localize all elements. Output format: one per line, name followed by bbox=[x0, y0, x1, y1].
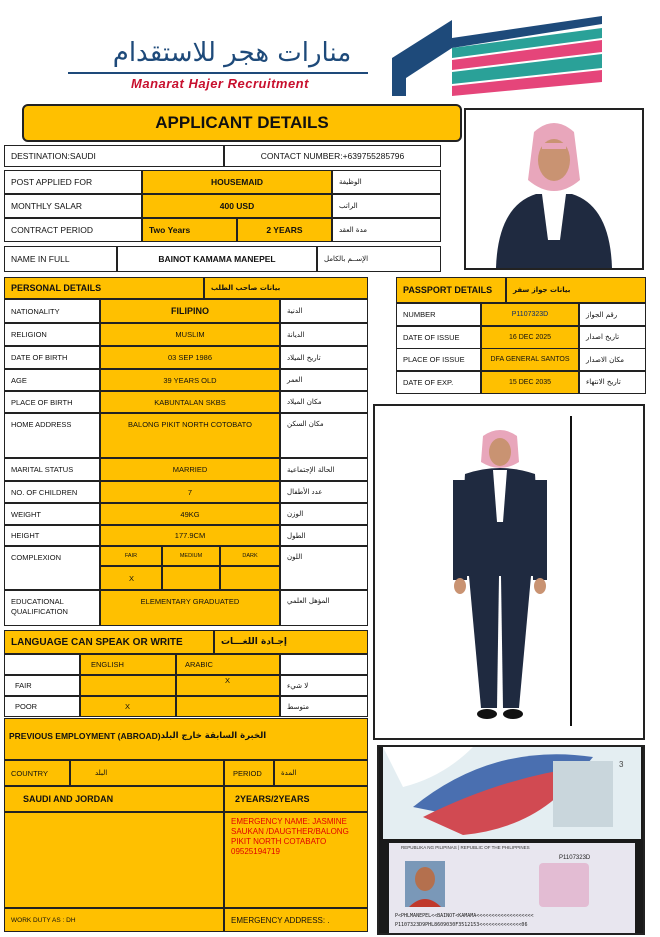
emergency-address: EMERGENCY ADDRESS: . bbox=[224, 908, 368, 932]
passport-row-ar: مكان الاصدار bbox=[579, 348, 646, 371]
emergency-contact: EMERGENCY NAME: JASMINE SAUKAN /DAUGTHER/BALONG PIKIT NORTH COTABATO 09525194719 bbox=[224, 812, 368, 908]
svg-text:3: 3 bbox=[619, 760, 624, 769]
logo-english-name: Manarat Hajer Recruitment bbox=[131, 76, 309, 91]
personal-row-label: DATE OF BIRTH bbox=[4, 346, 100, 369]
logo bbox=[60, 8, 650, 98]
employment-title-ar: الخبرة السابقة خارج البلد bbox=[160, 731, 267, 741]
country-ar: البلد bbox=[70, 760, 224, 786]
lang-empty-header bbox=[4, 654, 80, 675]
period-ar: المدة bbox=[274, 760, 368, 786]
contract-value-1: Two Years bbox=[142, 218, 237, 242]
personal-title-ar: بيانات صاحب الطلب bbox=[204, 277, 368, 299]
passport-row-label: PLACE OF ISSUE bbox=[396, 348, 481, 371]
destination: DESTINATION:SAUDI bbox=[4, 145, 224, 167]
personal-row-label: PLACE OF BIRTH bbox=[4, 391, 100, 413]
personal-row-label: WEIGHT bbox=[4, 503, 100, 525]
personal-row-value: FILIPINO bbox=[100, 299, 280, 323]
passport-scan bbox=[377, 745, 645, 935]
post-value: HOUSEMAID bbox=[142, 170, 332, 194]
passport-page-art-icon bbox=[383, 747, 641, 839]
passport-row-ar: تاريخ الانتهاء bbox=[579, 371, 646, 394]
education-ar: المؤهل العلمي bbox=[280, 590, 368, 626]
language-title-ar: إجـادة اللغـــات bbox=[214, 630, 368, 654]
employment-blank bbox=[4, 812, 224, 908]
personal-row-label: NO. OF CHILDREN bbox=[4, 481, 100, 503]
portrait-figure-icon bbox=[466, 110, 642, 268]
lang-fair-arabic: X bbox=[176, 675, 280, 696]
contract-value-2: 2 YEARS bbox=[237, 218, 332, 242]
full-body-figure-icon bbox=[445, 426, 555, 726]
lang-fair-label: FAIR bbox=[4, 675, 80, 696]
personal-row-ar: مكان الميلاد bbox=[280, 391, 368, 413]
complexion-dark: DARK bbox=[220, 546, 280, 566]
education-label: EDUCATIONAL QUALIFICATION bbox=[4, 590, 100, 626]
complexion-medium-empty bbox=[162, 566, 220, 590]
passport-title-ar: بيانات جواز سفر bbox=[506, 277, 646, 303]
passport-row-label: NUMBER bbox=[396, 303, 481, 326]
personal-row-value: 7 bbox=[100, 481, 280, 503]
page-title-box bbox=[22, 104, 462, 142]
personal-row-ar: الحالة الإجتماعية bbox=[280, 458, 368, 481]
salary-ar: الراتب bbox=[332, 194, 441, 218]
personal-row-value: KABUNTALAN SKBS bbox=[100, 391, 280, 413]
personal-row-label: HEIGHT bbox=[4, 525, 100, 546]
personal-row-ar: عدد الأطفال bbox=[280, 481, 368, 503]
personal-row-ar: الطول bbox=[280, 525, 368, 546]
complexion-medium: MEDIUM bbox=[162, 546, 220, 566]
passport-scan-header: REPUBLIKA NG PILIPINAS | REPUBLIC OF THE PHILIPPINES bbox=[401, 845, 530, 850]
personal-row-ar: الديانة bbox=[280, 323, 368, 346]
passport-data-page bbox=[389, 843, 635, 933]
country-label: COUNTRY bbox=[4, 760, 70, 786]
salary-value: 400 USD bbox=[142, 194, 332, 218]
name-value: BAINOT KAMAMA MANEPEL bbox=[117, 246, 317, 272]
post-label: POST APPLIED FOR bbox=[4, 170, 142, 194]
complexion-mark: X bbox=[100, 566, 162, 590]
passport-scan-number: P1107323D bbox=[559, 855, 591, 861]
salary-label: MONTHLY SALAR bbox=[4, 194, 142, 218]
passport-photo-icon bbox=[405, 861, 445, 907]
passport-row-ar: رقم الجواز bbox=[579, 303, 646, 326]
personal-row-ar: الوزن bbox=[280, 503, 368, 525]
name-ar: الإســم بالكامل bbox=[317, 246, 441, 272]
complexion-label: COMPLEXION bbox=[4, 546, 100, 590]
personal-row-value: BALONG PIKIT NORTH COTOBATO bbox=[100, 413, 280, 458]
personal-row-label: MARITAL STATUS bbox=[4, 458, 100, 481]
complexion-fair: FAIR bbox=[100, 546, 162, 566]
education-value: ELEMENTARY GRADUATED bbox=[100, 590, 280, 626]
page-title: APPLICANT DETAILS bbox=[155, 113, 329, 132]
logo-house-icon bbox=[392, 8, 602, 96]
lang-poor-arabic bbox=[176, 696, 280, 717]
language-title: LANGUAGE CAN SPEAK OR WRITE bbox=[4, 630, 214, 654]
personal-row-value: 03 SEP 1986 bbox=[100, 346, 280, 369]
country-value: SAUDI AND JORDAN bbox=[4, 786, 224, 812]
applicant-photo bbox=[464, 108, 644, 270]
passport-title: PASSPORT DETAILS bbox=[396, 277, 506, 303]
lang-empty-header-right bbox=[280, 654, 368, 675]
employment-title-box bbox=[4, 718, 368, 760]
passport-row-value: P1107323D bbox=[481, 303, 579, 326]
logo-underline bbox=[68, 72, 368, 74]
passport-hologram bbox=[539, 863, 589, 907]
passport-row-value: 16 DEC 2025 bbox=[481, 326, 579, 349]
personal-row-value: 39 YEARS OLD bbox=[100, 369, 280, 391]
contract-label: CONTRACT PERIOD bbox=[4, 218, 142, 242]
post-ar: الوظيفة bbox=[332, 170, 441, 194]
work-duty: WORK DUTY AS : DH bbox=[4, 908, 224, 932]
name-label: NAME IN FULL bbox=[4, 246, 117, 272]
lang-arabic-header: ARABIC bbox=[176, 654, 280, 675]
passport-row-label: DATE OF EXP. bbox=[396, 371, 481, 394]
lang-poor-ar: متوسط bbox=[280, 696, 368, 717]
lang-fair-ar: لا شيء bbox=[280, 675, 368, 696]
logo-arabic-name: منارات هجر للاستقدام bbox=[112, 38, 352, 68]
passport-mrz-line-2: P1107323D9PHL8609030F3512153<<<<<<<<<<<<<<06 bbox=[395, 922, 528, 928]
passport-row-value: 15 DEC 2035 bbox=[481, 371, 579, 394]
lang-poor-english: X bbox=[80, 696, 176, 717]
personal-row-label: NATIONALITY bbox=[4, 299, 100, 323]
period-value: 2YEARS/2YEARS bbox=[224, 786, 368, 812]
personal-row-label: HOME ADDRESS bbox=[4, 413, 100, 458]
passport-row-label: DATE OF ISSUE bbox=[396, 326, 481, 349]
passport-row-ar: تاريخ اصدار bbox=[579, 326, 646, 349]
personal-row-value: MUSLIM bbox=[100, 323, 280, 346]
personal-row-value: 49KG bbox=[100, 503, 280, 525]
personal-row-value: MARRIED bbox=[100, 458, 280, 481]
photo-divider-line bbox=[570, 416, 572, 726]
employment-title: PREVIOUS EMPLOYMENT (ABROAD) bbox=[9, 731, 161, 741]
period-label: PERIOD bbox=[224, 760, 274, 786]
complexion-ar: اللون bbox=[280, 546, 368, 590]
lang-fair-english bbox=[80, 675, 176, 696]
personal-row-ar: الدنية bbox=[280, 299, 368, 323]
personal-row-label: AGE bbox=[4, 369, 100, 391]
contract-ar: مدة العقد bbox=[332, 218, 441, 242]
passport-row-value: DFA GENERAL SANTOS bbox=[481, 348, 579, 371]
personal-row-ar: تاريخ الميلاد bbox=[280, 346, 368, 369]
passport-mrz-line-1: P<PHLMANEPEL<<BAINOT<KAMAMA<<<<<<<<<<<<<<<<<<< bbox=[395, 913, 534, 919]
contact-number: CONTACT NUMBER:+639755285796 bbox=[224, 145, 441, 167]
personal-row-label: RELIGION bbox=[4, 323, 100, 346]
personal-row-value: 177.9CM bbox=[100, 525, 280, 546]
lang-poor-label: POOR bbox=[4, 696, 80, 717]
full-body-photo bbox=[373, 404, 645, 740]
complexion-dark-empty bbox=[220, 566, 280, 590]
personal-title: PERSONAL DETAILS bbox=[4, 277, 204, 299]
personal-row-ar: مكان السكن bbox=[280, 413, 368, 458]
personal-row-ar: العمر bbox=[280, 369, 368, 391]
lang-english-header: ENGLISH bbox=[80, 654, 176, 675]
